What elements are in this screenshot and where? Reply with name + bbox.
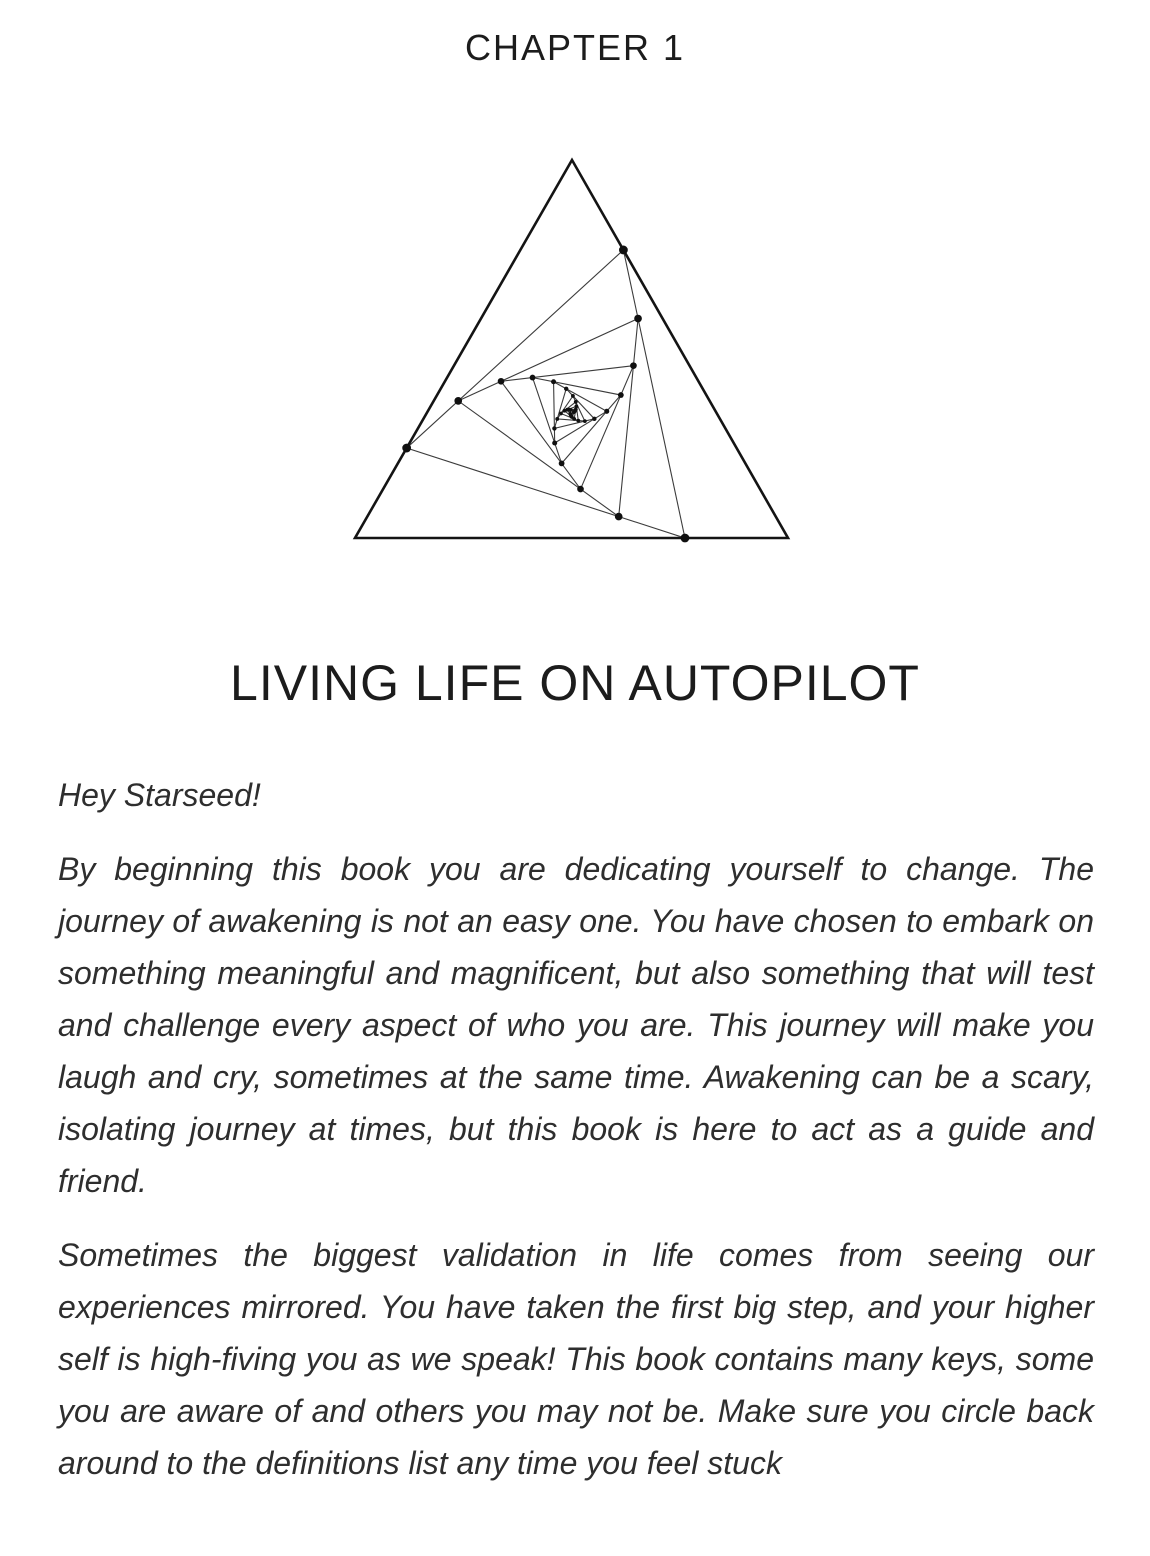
body-text <box>58 769 1094 1489</box>
paragraph-1: By beginning this book you are dedicating yourself to change. The journey of awakening is not an easy one. You have chosen to embark on something meaningful and magnificent, but also something that will test and challenge every aspect of who you are. This journey will make you laugh and cry, sometimes at the same time. Awakening can be a scary, isolating journey at times, but this book is here to act as a guide and friend. <box>58 851 1094 1200</box>
paragraph-2: Sometimes the biggest validation in life comes from seeing our experiences mirrored. You have taken the first big step, and your higher self is high-fiving you as we speak! This book contains many keys, some you are aware of and others you may not be. Make sure you circle back around to the definitions list any time you feel stuck <box>58 1237 1094 1482</box>
triangle-spiral-figure <box>0 140 1150 560</box>
triangle-spiral-illustration <box>320 140 830 560</box>
greeting-line: Hey Starseed! <box>58 777 261 814</box>
chapter-heading: CHAPTER 1 <box>464 27 686 68</box>
book-page <box>0 26 1150 1556</box>
page-title: LIVING LIFE ON AUTOPILOT <box>230 655 920 712</box>
